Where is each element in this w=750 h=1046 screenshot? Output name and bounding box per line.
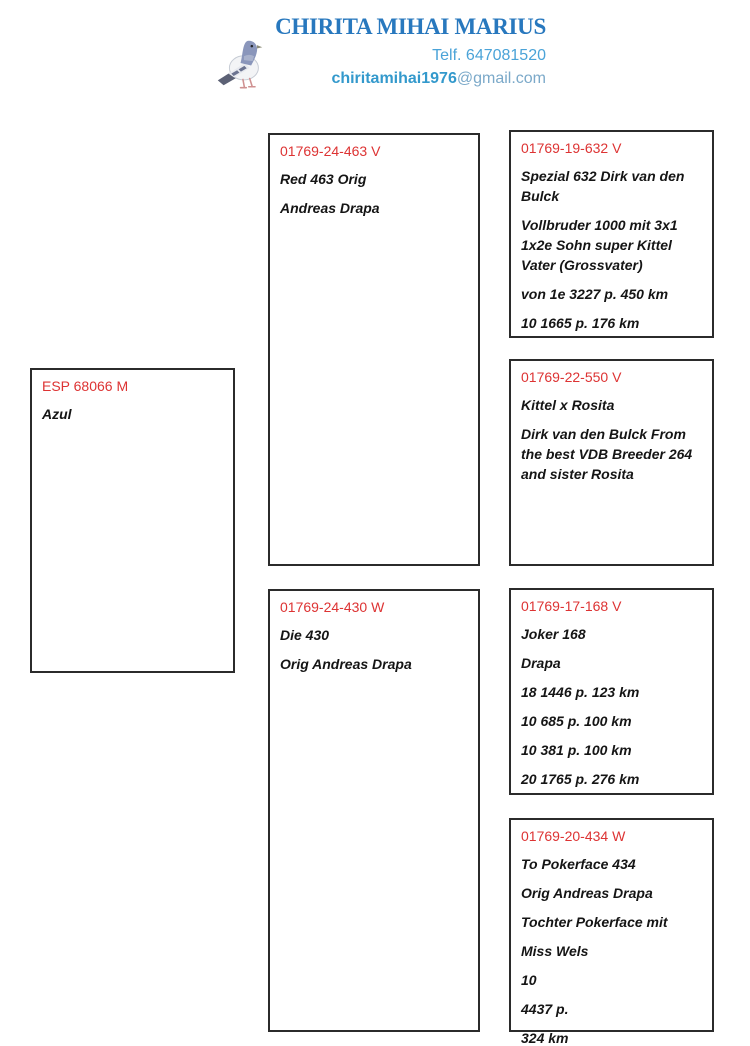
pedigree-text-line: Miss Wels (521, 943, 589, 959)
pedigree-text-line: Orig Andreas Drapa (280, 656, 412, 672)
pedigree-box-24-463 (268, 133, 480, 566)
pedigree-box-lines (42, 404, 223, 424)
breeder-phone: Telf. 647081520 (432, 47, 546, 65)
pedigree-box-lines (521, 166, 702, 333)
breeder-email-domain: @gmail.com (456, 69, 546, 87)
pedigree-text-line: Orig Andreas Drapa (521, 885, 653, 901)
ring-number: 01769-19-632 V (521, 140, 622, 156)
pedigree-box-24-430 (268, 589, 480, 1032)
pedigree-text-line: 20 1765 p. 276 km (521, 771, 640, 787)
pedigree-box-22-550 (509, 359, 714, 566)
pedigree-text-line: Red 463 Orig (280, 171, 367, 187)
pedigree-box-lines (521, 624, 702, 789)
pedigree-box-19-632 (509, 130, 714, 338)
breeder-name: CHIRITA MIHAI MARIUS (275, 14, 546, 39)
pigeon-image (212, 30, 270, 98)
pedigree-text-line: To Pokerface 434 (521, 856, 636, 872)
pedigree-text-line: Spezial 632 Dirk van den Bulck (521, 168, 685, 204)
pedigree-text-line: Andreas Drapa (280, 200, 380, 216)
ring-number: 01769-17-168 V (521, 598, 622, 614)
breeder-email-user: chiritamihai1976 (331, 69, 457, 87)
ring-number: ESP 68066 M (42, 378, 129, 394)
pedigree-text-line: 10 (521, 972, 537, 988)
pedigree-text-line: 10 685 p. 100 km (521, 713, 632, 729)
pedigree-text-line: 18 1446 p. 123 km (521, 684, 640, 700)
pedigree-box-lines (280, 169, 468, 218)
ring-number: 01769-22-550 V (521, 369, 622, 385)
pedigree-text-line: Vollbruder 1000 mit 3x1 1x2e Sohn super Kittel Vater (Grossvater) (521, 217, 678, 273)
pedigree-text-line: Dirk van den Bulck From the best VDB Breeder 264 and sister Rosita (521, 426, 693, 482)
ring-number: 01769-24-463 V (280, 143, 381, 159)
pedigree-text-line: 10 1665 p. 176 km (521, 315, 640, 331)
pedigree-box-lines (521, 854, 702, 1046)
ring-number: 01769-24-430 W (280, 599, 385, 615)
pedigree-text-line: Drapa (521, 655, 561, 671)
ring-number: 01769-20-434 W (521, 828, 626, 844)
pedigree-box-lines (280, 625, 468, 674)
pedigree-box-17-168 (509, 588, 714, 795)
pedigree-text-line: Joker 168 (521, 626, 586, 642)
pedigree-text-line: Tochter Pokerface mit (521, 914, 668, 930)
pedigree-box-lines (521, 395, 702, 484)
pedigree-box-esp-68066 (30, 368, 235, 673)
pedigree-text-line: von 1e 3227 p. 450 km (521, 286, 669, 302)
pedigree-text-line: 10 381 p. 100 km (521, 742, 632, 758)
pedigree-text-line: Azul (42, 406, 72, 422)
pedigree-text-line: 324 km (521, 1030, 569, 1046)
breeder-email (275, 70, 546, 88)
pedigree-text-line: Die 430 (280, 627, 330, 643)
pedigree-text-line: 4437 p. (521, 1001, 569, 1017)
pedigree-box-20-434 (509, 818, 714, 1046)
header (275, 14, 546, 88)
pedigree-text-line: Kittel x Rosita (521, 397, 615, 413)
